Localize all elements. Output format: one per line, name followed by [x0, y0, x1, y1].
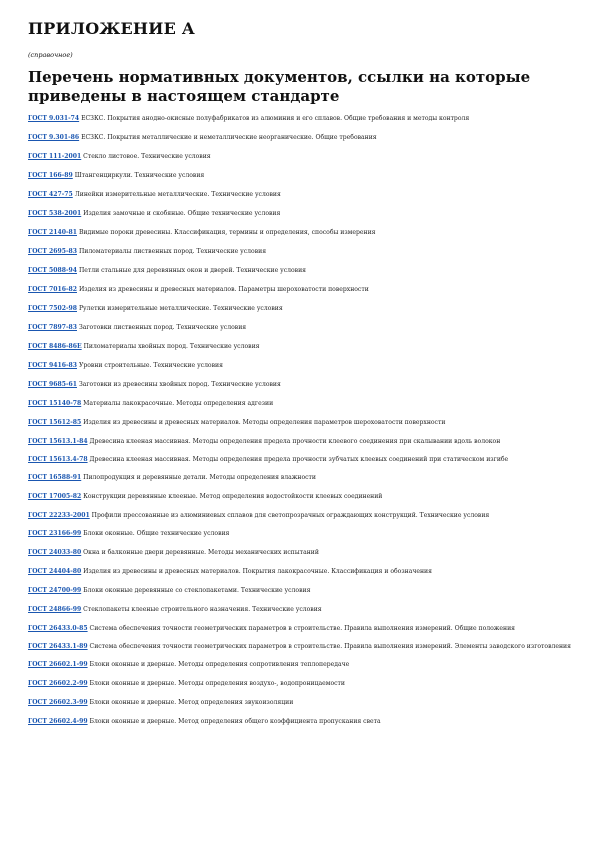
standard-description: Рулетки измерительные металлические. Технические условия: [78, 305, 283, 312]
list-item: [28, 473, 573, 482]
list-item: [28, 529, 573, 538]
standard-description: Изделия из древесины и древесных материалов. Покрытия лакокрасочные. Классификация и обозначения: [83, 568, 432, 575]
standard-link[interactable]: ГОСТ 26602.2-99: [28, 680, 88, 687]
list-item: [28, 418, 573, 427]
list-item: [28, 548, 573, 557]
list-item: [28, 511, 573, 520]
list-item: [28, 323, 573, 332]
standard-description: Система обеспечения точности геометрических параметров в строительстве. Правила выполнения измерений. Общие положения: [89, 625, 515, 632]
list-item: [28, 399, 573, 408]
standard-link[interactable]: ГОСТ 17005-82: [28, 493, 82, 500]
standard-link[interactable]: ГОСТ 9416-83: [28, 362, 77, 369]
standard-description: Пилопродукция и деревянные детали. Методы определения влажности: [83, 474, 316, 481]
standard-description: Стеклопакеты клееные строительного назначения. Технические условия: [83, 606, 322, 613]
standard-description: Материалы лакокрасочные. Методы определения адгезии: [83, 400, 274, 407]
list-item: [28, 171, 573, 180]
standard-description: Профили прессованные из алюминиевых сплавов для светопрозрачных ограждающих конструкций. Технические условия: [91, 512, 490, 519]
standard-link[interactable]: ГОСТ 15613.4-78: [28, 456, 88, 463]
standard-description: Изделия из древесины и древесных материалов. Параметры шероховатости поверхности: [78, 286, 369, 293]
standard-link[interactable]: ГОСТ 538-2001: [28, 210, 82, 217]
references-heading: Перечень нормативных документов, ссылки на которые приведены в настоящем стандарте: [28, 68, 531, 105]
standard-description: Окна и балконные двери деревянные. Методы механических испытаний: [83, 549, 319, 556]
standard-link[interactable]: ГОСТ 8486-86Е: [28, 343, 82, 350]
standard-description: Конструкции деревянные клееные. Метод определения водостойкости клеевых соединений: [83, 493, 383, 500]
list-item: [28, 133, 573, 142]
standard-description: Блоки оконные и дверные. Методы определения воздухо-, водопроницаемости: [89, 680, 345, 687]
references-list: [28, 114, 573, 726]
standard-link[interactable]: ГОСТ 15140-78: [28, 400, 82, 407]
standard-link[interactable]: ГОСТ 26602.1-99: [28, 661, 88, 668]
list-item: [28, 114, 573, 123]
standard-link[interactable]: ГОСТ 111-2001: [28, 153, 82, 160]
list-item: [28, 152, 573, 161]
list-item: [28, 660, 573, 669]
standard-description: Древесина клееная массивная. Методы определения предела прочности зубчатых клеевых соединений при статическом изгибе: [89, 456, 509, 463]
standard-link[interactable]: ГОСТ 5088-94: [28, 267, 77, 274]
standard-description: Блоки оконные деревянные со стеклопакетами. Технические условия: [83, 587, 311, 594]
standard-link[interactable]: ГОСТ 2140-81: [28, 229, 77, 236]
standard-description: Пиломатериалы лиственных пород. Технические условия: [78, 248, 267, 255]
standard-link[interactable]: ГОСТ 7016-82: [28, 286, 77, 293]
standard-description: Пиломатериалы хвойных пород. Технические условия: [83, 343, 260, 350]
document-page: [28, 18, 573, 736]
list-item: [28, 304, 573, 313]
appendix-title: ПРИЛОЖЕНИЕ А: [28, 19, 195, 38]
list-item: [28, 228, 573, 237]
standard-link[interactable]: ГОСТ 26602.4-99: [28, 718, 88, 725]
standard-link[interactable]: ГОСТ 24700-99: [28, 587, 82, 594]
standard-description: Уровни строительные. Технические условия: [78, 362, 223, 369]
list-item: [28, 642, 573, 651]
standard-link[interactable]: ГОСТ 166-89: [28, 172, 73, 179]
list-item: [28, 266, 573, 275]
standard-description: Заготовки из древесины хвойных пород. Технические условия: [78, 381, 281, 388]
appendix-note: (справочное): [28, 51, 73, 59]
list-item: [28, 285, 573, 294]
standard-link[interactable]: ГОСТ 26433.1-89: [28, 643, 88, 650]
standard-link[interactable]: ГОСТ 15613.1-84: [28, 438, 88, 445]
standard-description: Блоки оконные и дверные. Методы определения сопротивления теплопередаче: [89, 661, 350, 668]
standard-link[interactable]: ГОСТ 9685-61: [28, 381, 77, 388]
standard-link[interactable]: ГОСТ 24866-99: [28, 606, 82, 613]
list-item: [28, 380, 573, 389]
list-item: [28, 247, 573, 256]
standard-description: Стекло листовое. Технические условия: [83, 153, 211, 160]
standard-link[interactable]: ГОСТ 22233-2001: [28, 512, 90, 519]
standard-description: Блоки оконные. Общие технические условия: [83, 530, 230, 537]
list-item: [28, 698, 573, 707]
standard-description: Древесина клееная массивная. Методы определения предела прочности клеевого соединения при скалывании вдоль волокон: [89, 438, 501, 445]
list-item: [28, 361, 573, 370]
standard-link[interactable]: ГОСТ 23166-99: [28, 530, 82, 537]
standard-description: Система обеспечения точности геометрических параметров в строительстве. Правила выполнения измерений. Элементы заводского изготовления: [89, 643, 571, 650]
standard-link[interactable]: ГОСТ 7502-98: [28, 305, 77, 312]
list-item: [28, 342, 573, 351]
standard-description: Изделия из древесины и древесных материалов. Методы определения параметров шероховатости поверхности: [83, 419, 446, 426]
list-item: [28, 717, 573, 726]
standard-description: Заготовки лиственных пород. Технические условия: [78, 324, 247, 331]
list-item: [28, 190, 573, 199]
standard-link[interactable]: ГОСТ 7897-83: [28, 324, 77, 331]
standard-description: Линейки измерительные металлические. Технические условия: [74, 191, 281, 198]
standard-link[interactable]: ГОСТ 427-75: [28, 191, 73, 198]
standard-description: Блоки оконные и дверные. Метод определения общего коэффициента пропускания света: [89, 718, 381, 725]
standard-description: Видимые пороки древесины. Классификация, термины и определения, способы измерения: [78, 229, 376, 236]
list-item: [28, 492, 573, 501]
list-item: [28, 679, 573, 688]
list-item: [28, 605, 573, 614]
list-item: [28, 455, 573, 464]
standard-description: ЕСЗКС. Покрытия анодно-окисные полуфабрикатов из алюминия и его сплавов. Общие требования и методы контроля: [81, 115, 470, 122]
standard-description: Петли стальные для деревянных окон и дверей. Технические условия: [78, 267, 306, 274]
standard-description: Блоки оконные и дверные. Метод определения звукоизоляции: [89, 699, 294, 706]
standard-link[interactable]: ГОСТ 9.301-86: [28, 134, 80, 141]
list-item: [28, 586, 573, 595]
list-item: [28, 209, 573, 218]
standard-link[interactable]: ГОСТ 15612-85: [28, 419, 82, 426]
standard-link[interactable]: ГОСТ 9.031-74: [28, 115, 80, 122]
list-item: [28, 437, 573, 446]
list-item: [28, 567, 573, 576]
standard-link[interactable]: ГОСТ 2695-83: [28, 248, 77, 255]
standard-link[interactable]: ГОСТ 26433.0-85: [28, 625, 88, 632]
standard-description: Штангенциркули. Технические условия: [74, 172, 205, 179]
standard-link[interactable]: ГОСТ 26602.3-99: [28, 699, 88, 706]
standard-link[interactable]: ГОСТ 24033-80: [28, 549, 82, 556]
standard-description: ЕСЗКС. Покрытия металлические и неметаллические неорганические. Общие требования: [81, 134, 377, 141]
list-item: [28, 624, 573, 633]
standard-link[interactable]: ГОСТ 24404-80: [28, 568, 82, 575]
standard-description: Изделия замочные и скобяные. Общие технические условия: [83, 210, 281, 217]
standard-link[interactable]: ГОСТ 16588-91: [28, 474, 82, 481]
